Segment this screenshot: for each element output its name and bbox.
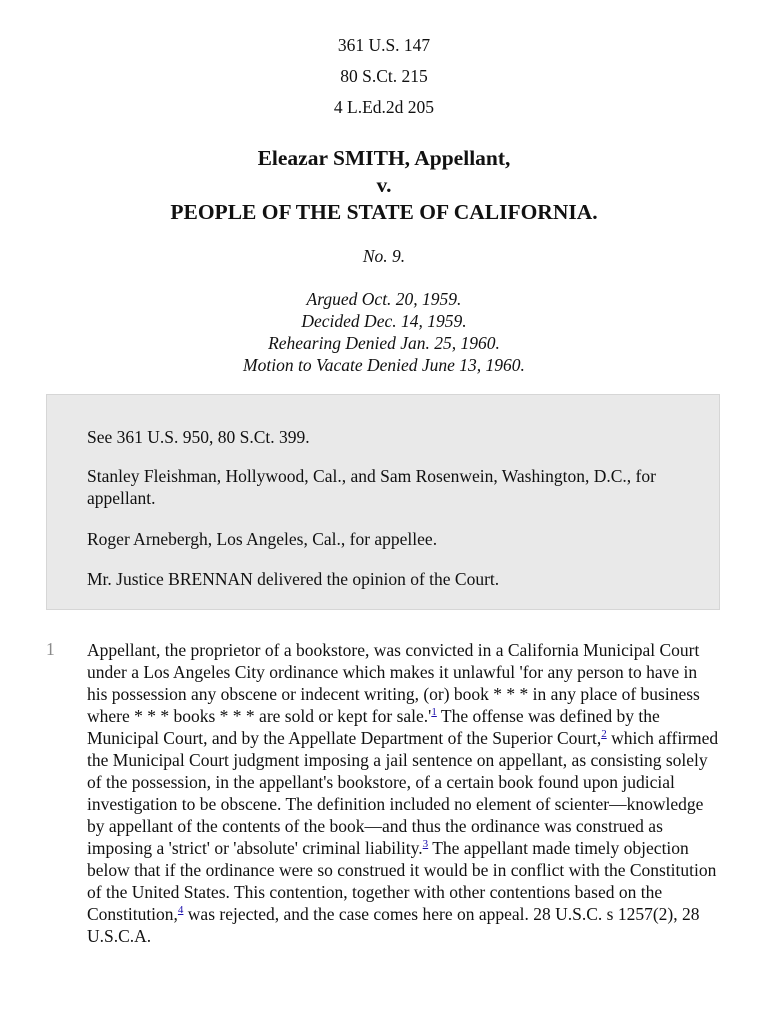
paragraph-text-segment-5: was rejected, and the case comes here on appeal. 28 U.S.C. s 1257(2), 28 U.S.C.A. <box>87 904 700 946</box>
decided-date: Decided Dec. 14, 1959. <box>301 311 467 331</box>
paragraph-text-segment-3: which affirmed the Municipal Court judgment imposing a jail sentence on appellant, as consisting solely of the possession, in the appellant's bookstore, of a certain book found upon judicial investigation to be obscene. The definition included no element of scienter—knowledge by appellant of the contents of the book—and thus the ordinance was construed as imposing a 'strict' or 'absolute' criminal liability. <box>87 728 719 858</box>
case-caption <box>0 145 768 226</box>
paragraph-text-segment-1: Appellant, the proprietor of a bookstore, was convicted in a California Municipal Court under a Los Angeles City ordinance which makes it unlawful 'for any person to have in his possession any obscene or indecent writing, (or) book * * * in any place of business where * * * books * * * are sold or kept for sale.' <box>87 640 700 726</box>
motion-to-vacate-date: Motion to Vacate Denied June 13, 1960. <box>243 355 525 375</box>
citation-us-reports: 361 U.S. 147 <box>337 35 431 55</box>
docket-number: No. 9. <box>362 246 406 266</box>
rehearing-denied-date: Rehearing Denied Jan. 25, 1960. <box>268 333 500 353</box>
paragraph-text-segment-2: The offense was defined by the Municipal Court, and by the Appellate Department of the Superior Court, <box>87 706 660 748</box>
citation-lawyers-edition: 4 L.Ed.2d 205 <box>333 97 435 117</box>
footnote-link-3[interactable]: 3 <box>422 838 429 851</box>
paragraph-text <box>87 639 719 947</box>
opinion-author: Mr. Justice BRENNAN delivered the opinion of the Court. <box>87 569 500 589</box>
syllabus-box <box>46 394 720 610</box>
versus-label: v. <box>376 173 392 197</box>
case-citations <box>0 30 768 123</box>
case-dates <box>0 288 768 376</box>
appellee-counsel: Roger Arnebergh, Los Angeles, Cal., for appellee. <box>87 529 438 549</box>
appellant-name: Eleazar SMITH, Appellant, <box>257 146 511 170</box>
argued-date: Argued Oct. 20, 1959. <box>306 289 462 309</box>
appellee-name: PEOPLE OF THE STATE OF CALIFORNIA. <box>170 200 598 224</box>
paragraph-number: 1 <box>46 639 55 659</box>
footnote-link-2[interactable]: 2 <box>601 728 607 741</box>
appellant-counsel: Stanley Fleishman, Hollywood, Cal., and Sam Rosenwein, Washington, D.C., for appellant. <box>87 466 656 508</box>
footnote-link-1[interactable]: 1 <box>431 706 437 719</box>
paragraph-text-segment-4: The appellant made timely objection below that if the ordinance were so construed it would be in conflict with the Constitution of the United States. This contention, together with other contentions based on the Constitution, <box>87 838 717 924</box>
see-also-citation: See 361 U.S. 950, 80 S.Ct. 399. <box>87 427 310 447</box>
citation-supreme-court-reporter: 80 S.Ct. 215 <box>340 66 428 86</box>
footnote-link-4[interactable]: 4 <box>177 904 184 917</box>
